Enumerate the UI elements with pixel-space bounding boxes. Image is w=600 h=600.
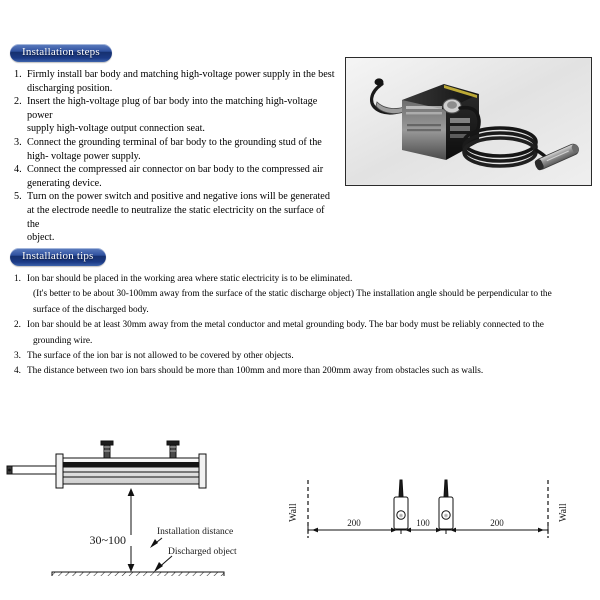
discharged-object-label: Discharged object xyxy=(168,547,237,557)
installation-step-item-number: 1. xyxy=(14,69,22,80)
installation-tip-item-line: The surface of the ion bar is not allowed to be covered by other objects. xyxy=(27,351,294,362)
dimension-left-value: 200 xyxy=(347,518,361,528)
installation-step-item xyxy=(14,68,336,95)
installation-steps-list xyxy=(14,68,336,245)
product-photo-frame xyxy=(345,57,592,186)
installation-step-item-line: Connect the grounding terminal of bar body to the grounding stud of the xyxy=(27,136,322,148)
installation-step-item-line: at the electrode needle to neutralize the static electricity on the surface of the xyxy=(27,204,325,230)
installation-distance-value: 30~100 xyxy=(89,533,126,547)
installation-step-item-line: supply high-voltage output connection seat. xyxy=(27,123,205,135)
installation-step-item-line: Turn on the power switch and positive and negative ions will be generated xyxy=(27,191,330,203)
wall-label-left: Wall xyxy=(288,503,299,522)
ion-bar-icon xyxy=(439,480,453,529)
installation-step-item-line: high- voltage power supply. xyxy=(27,150,141,162)
installation-tip-item-number: 2. xyxy=(14,320,21,331)
installation-tips-list xyxy=(14,272,590,380)
installation-step-item-number: 3. xyxy=(14,136,22,148)
dimension-middle-value: 100 xyxy=(416,518,430,528)
installation-step-item-line: generating device. xyxy=(27,177,102,189)
ion-bar-cable xyxy=(7,466,56,474)
installation-step-item xyxy=(14,95,336,136)
installation-step-item-line: Connect the compressed air connector on bar body to the compressed air xyxy=(27,164,324,176)
installation-tip-item-text xyxy=(27,349,590,364)
installation-step-item-text xyxy=(27,163,336,190)
discharged-object-plate xyxy=(52,572,224,576)
installation-distance-label: Installation distance xyxy=(157,527,234,537)
installation-step-item-line: Insert the high-voltage plug of bar body into the matching high-voltage power xyxy=(27,96,318,121)
installation-step-item-line: discharging position. xyxy=(27,82,113,94)
installation-tip-item-number: 4. xyxy=(14,366,21,377)
installation-tip-item-line: Ion bar should be placed in the working area where static electricity is to be eliminated. xyxy=(27,274,353,284)
installation-tip-item xyxy=(14,272,590,318)
wall-label-right: Wall xyxy=(558,503,569,522)
installation-tip-item xyxy=(14,364,590,379)
svg-text:⚛: ⚛ xyxy=(443,513,449,520)
installation-tip-item-number: 3. xyxy=(14,351,21,362)
installation-step-item-line: Firmly install bar body and matching high-voltage power supply in the best xyxy=(27,69,335,80)
product-photo-image xyxy=(346,58,590,184)
installation-tip-item-number: 1. xyxy=(14,274,21,284)
installation-tip-item-line: (It's better to be about 30-100mm away from the surface of the static discharge object) The installation angle should be perpendicular to the xyxy=(33,289,552,300)
installation-tip-item xyxy=(14,349,590,364)
mounting-screw xyxy=(167,441,179,458)
installation-step-item-number: 4. xyxy=(14,164,22,176)
section-badge-installation-steps: Installation steps xyxy=(10,44,112,62)
installation-step-item-number: 5. xyxy=(14,191,22,203)
installation-step-item-text xyxy=(27,136,336,163)
installation-step-item xyxy=(14,190,336,244)
ion-bar-spacing-diagram xyxy=(266,470,600,565)
installation-tip-item-line: surface of the discharged body. xyxy=(33,304,149,315)
svg-text:⚛: ⚛ xyxy=(398,513,404,520)
installation-tip-item xyxy=(14,318,590,349)
dimension-right-value: 200 xyxy=(490,518,504,528)
mounting-screw xyxy=(101,441,113,458)
distance-dimension-line xyxy=(128,488,135,572)
installation-step-item xyxy=(14,163,336,190)
installation-step-item xyxy=(14,136,336,163)
installation-step-item-text xyxy=(27,95,336,136)
installation-tip-item-line: The distance between two ion bars should be more than 100mm and more than 200mm away from obstacles such as walls. xyxy=(27,366,484,377)
installation-tip-item-text xyxy=(27,318,590,349)
ion-bar-body xyxy=(56,454,206,488)
installation-step-item-line: object. xyxy=(27,232,55,244)
installation-step-item-text xyxy=(27,190,336,244)
discharged-object-callout xyxy=(154,556,172,572)
installation-distance-diagram xyxy=(0,436,262,576)
installation-tip-item-text xyxy=(27,364,590,379)
installation-step-item-text xyxy=(27,68,336,95)
installation-tip-item-line: grounding wire. xyxy=(33,335,93,346)
installation-step-item-number: 2. xyxy=(14,96,22,108)
installation-tip-item-line: Ion bar should be at least 30mm away from the metal conductor and metal grounding body. The bar body must be reliably connected to the xyxy=(27,320,544,331)
installation-tip-item-text xyxy=(27,272,590,318)
ion-bar-icon xyxy=(394,480,408,529)
installation-distance-callout xyxy=(150,538,162,548)
section-badge-installation-tips: Installation tips xyxy=(10,248,106,266)
